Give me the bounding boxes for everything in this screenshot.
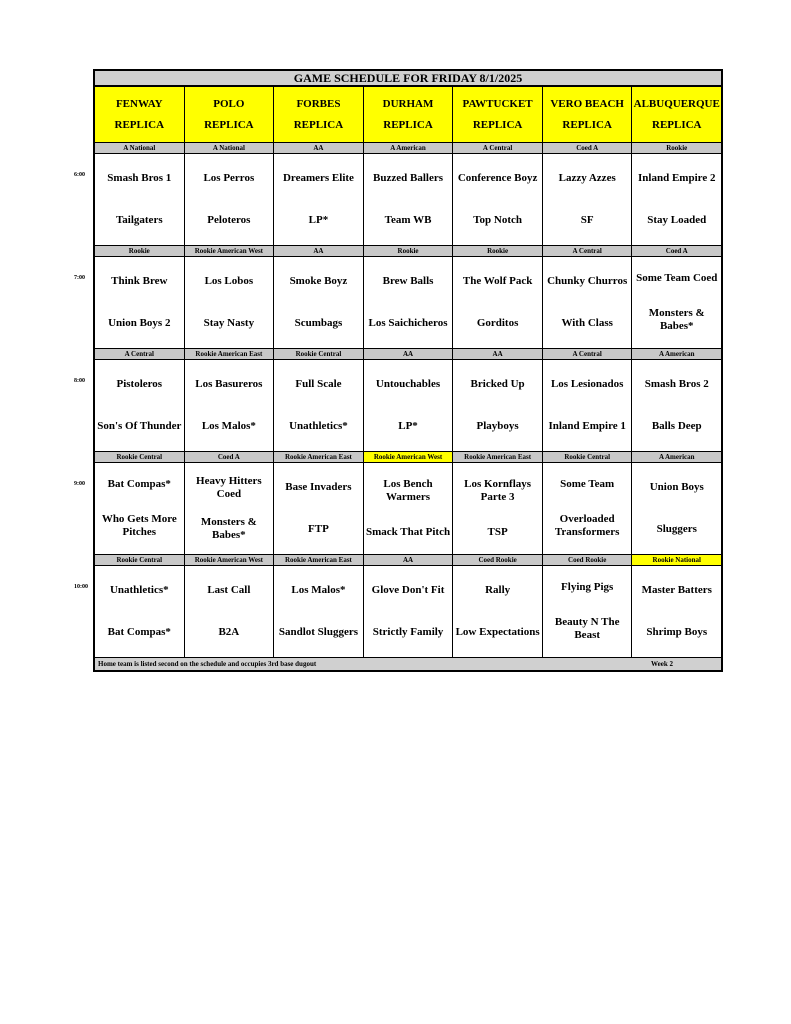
game-row (93, 360, 723, 452)
away-team: Base Invaders (285, 481, 352, 494)
away-team: Los Bench Warmers (383, 478, 433, 503)
game-cell (364, 360, 454, 452)
division-label: A American (364, 143, 454, 154)
home-team: Stay Nasty (203, 316, 255, 329)
division-row (93, 555, 723, 566)
division-row (93, 143, 723, 154)
away-team: Smash Bros 2 (644, 378, 709, 391)
home-team: Union Boys 2 (108, 316, 171, 329)
away-team: Los Lobos (204, 275, 254, 288)
away-team: Untouchables (375, 378, 441, 391)
home-team: Smack That Pitch (365, 526, 451, 538)
field-subtitle: REPLICA (472, 118, 523, 131)
away-team: Los Basureros (195, 378, 263, 391)
field-header (453, 87, 543, 143)
away-team: Think Brew (111, 275, 168, 288)
division-label: AA (364, 349, 454, 360)
game-row (93, 154, 723, 246)
division-label: A Central (543, 349, 633, 360)
division-row (93, 349, 723, 360)
field-name: ALBUQUERQUE (633, 98, 720, 111)
game-cell (632, 360, 723, 452)
division-label: Rookie American East (274, 555, 364, 566)
schedule-table (93, 69, 723, 672)
game-cell (364, 463, 454, 555)
division-label: AA (364, 555, 454, 566)
away-team: Inland Empire 2 (638, 172, 716, 185)
game-cell (185, 566, 275, 658)
home-team: Scumbags (294, 316, 343, 329)
home-team: LP* (398, 419, 418, 432)
away-team: Smash Bros 1 (107, 172, 172, 185)
time-label: 6:00 (74, 172, 85, 178)
home-team: Tailgaters (115, 213, 163, 226)
game-row (93, 463, 723, 555)
home-team: Top Notch (473, 213, 522, 226)
field-name: DURHAM (382, 98, 434, 111)
game-cell (453, 463, 543, 555)
time-slots (93, 143, 723, 658)
time-label: 9:00 (74, 481, 85, 487)
home-team: Stay Loaded (647, 213, 707, 226)
home-team: Beauty N The Beast (554, 616, 620, 641)
field-header (93, 87, 185, 143)
away-team: Bat Compas* (107, 478, 171, 490)
field-subtitle: REPLICA (114, 118, 165, 131)
away-team: Los Lesionados (550, 378, 624, 391)
field-name: POLO (213, 98, 245, 111)
division-label: Rookie American West (185, 555, 275, 566)
game-cell (453, 154, 543, 246)
game-cell (274, 360, 364, 452)
home-team: Inland Empire 1 (548, 419, 626, 432)
division-label: Coed A (543, 143, 633, 154)
division-label: Coed Rookie (453, 555, 543, 566)
home-team: Peloteros (207, 213, 251, 226)
game-cell (364, 257, 454, 349)
home-team: Shrimp Boys (646, 625, 708, 638)
away-team: Unathletics* (109, 584, 169, 597)
schedule-footer (93, 658, 723, 672)
home-team: Overloaded Transformers (554, 513, 620, 538)
division-label: A Central (453, 143, 543, 154)
game-cell (543, 154, 633, 246)
home-team: Balls Deep (651, 419, 702, 432)
division-label: Rookie (453, 246, 543, 257)
field-header (185, 87, 275, 143)
division-label: Rookie American East (274, 452, 364, 463)
division-row (93, 246, 723, 257)
home-team: Low Expectations (455, 625, 540, 638)
field-header (632, 87, 723, 143)
game-cell (274, 257, 364, 349)
time-label: 8:00 (74, 378, 85, 384)
field-name: FENWAY (115, 98, 163, 111)
division-label: AA (274, 143, 364, 154)
division-label: Rookie American East (185, 349, 275, 360)
game-cell (185, 257, 275, 349)
home-team: Sluggers (656, 522, 697, 535)
field-subtitle: REPLICA (383, 118, 433, 131)
division-label: AA (274, 246, 364, 257)
field-header-row (93, 87, 723, 143)
home-team: Los Malos* (201, 419, 256, 432)
field-header (364, 87, 454, 143)
home-team: With Class (561, 316, 613, 329)
away-team: Pistoleros (116, 378, 163, 391)
division-label: A National (185, 143, 275, 154)
away-team: Buzzed Ballers (373, 172, 443, 185)
division-label: Rookie Central (543, 452, 633, 463)
game-cell (543, 257, 633, 349)
home-team: Playboys (476, 419, 519, 432)
game-cell (364, 566, 454, 658)
away-team: Los Perros (203, 172, 255, 185)
home-team: Son's Of Thunder (97, 419, 182, 432)
away-team: Union Boys (649, 481, 704, 494)
away-team: Full Scale (295, 378, 342, 391)
home-team: Monsters & Babes* (648, 307, 705, 332)
home-team: Unathletics* (289, 419, 348, 432)
division-label: Rookie American East (453, 452, 543, 463)
division-label: Rookie National (632, 555, 723, 566)
game-cell (93, 566, 185, 658)
division-label: Rookie (93, 246, 185, 257)
game-cell (543, 360, 633, 452)
game-row (93, 257, 723, 349)
division-label: Rookie American West (185, 246, 275, 257)
home-team: Los Saichicheros (368, 316, 448, 329)
division-label: A Central (543, 246, 633, 257)
time-label: 7:00 (74, 275, 85, 281)
game-cell (632, 154, 723, 246)
away-team: Chunky Churros (547, 275, 628, 288)
away-team: Master Batters (641, 584, 712, 597)
division-label: A Central (93, 349, 185, 360)
home-team: FTP (308, 522, 329, 535)
division-label: A American (632, 349, 723, 360)
away-team: Los Malos* (291, 584, 346, 597)
away-team: Los Kornflays Parte 3 (464, 478, 532, 503)
away-team: Some Team (560, 478, 615, 490)
away-team: Conference Boyz (457, 172, 538, 185)
game-cell (543, 463, 633, 555)
week-label: Week 2 (651, 660, 673, 668)
game-cell (453, 566, 543, 658)
home-team: Who Gets More Pitches (101, 513, 177, 538)
division-label: A American (632, 452, 723, 463)
home-team: LP* (308, 213, 329, 226)
away-team: Glove Don't Fit (371, 584, 445, 597)
schedule-title: GAME SCHEDULE FOR FRIDAY 8/1/2025 (93, 69, 723, 87)
game-cell (453, 257, 543, 349)
home-team: B2A (218, 625, 240, 638)
game-cell (274, 463, 364, 555)
away-team: Last Call (207, 584, 251, 597)
time-label: 10:00 (74, 584, 88, 590)
division-label: Rookie (632, 143, 723, 154)
away-team: Smoke Boyz (289, 275, 348, 288)
away-team: Some Team Coed (636, 272, 718, 284)
game-cell (453, 360, 543, 452)
division-row (93, 452, 723, 463)
away-team: The Wolf Pack (462, 275, 533, 288)
division-label: Rookie (364, 246, 454, 257)
game-cell (632, 257, 723, 349)
home-team: Strictly Family (372, 625, 444, 638)
away-team: Lazzy Azzes (558, 172, 616, 185)
field-header (274, 87, 364, 143)
home-team: SF (580, 213, 594, 226)
game-cell (364, 154, 454, 246)
division-label: Coed A (632, 246, 723, 257)
away-team: Rally (485, 584, 511, 597)
game-cell (185, 360, 275, 452)
away-team: Bricked Up (470, 378, 525, 391)
home-team: Sandlot Sluggers (278, 625, 359, 638)
home-team: TSP (487, 526, 508, 538)
field-subtitle: REPLICA (562, 118, 612, 131)
away-team: Heavy Hitters Coed (196, 474, 262, 500)
footer-note: Home team is listed second on the schedule and occupies 3rd base dugout (98, 660, 317, 668)
field-name: PAWTUCKET (462, 98, 533, 111)
away-team: Brew Balls (382, 275, 434, 288)
field-subtitle: REPLICA (204, 118, 254, 131)
game-cell (185, 154, 275, 246)
away-team: Dreamers Elite (282, 172, 354, 185)
field-subtitle: REPLICA (293, 118, 344, 131)
home-team: Team WB (384, 213, 432, 226)
division-label: Rookie American West (364, 452, 454, 463)
game-cell (185, 463, 275, 555)
game-cell (632, 566, 723, 658)
division-label: Rookie Central (93, 452, 185, 463)
game-cell (543, 566, 633, 658)
game-cell (93, 257, 185, 349)
home-team: Monsters & Babes* (200, 516, 257, 542)
game-cell (274, 566, 364, 658)
away-team: Flying Pigs (561, 581, 614, 593)
game-cell (93, 360, 185, 452)
field-name: VERO BEACH (550, 98, 624, 111)
field-header (543, 87, 633, 143)
home-team: Bat Compas* (107, 625, 171, 638)
field-subtitle: REPLICA (652, 118, 702, 131)
division-label: A National (93, 143, 185, 154)
home-team: Gorditos (476, 316, 519, 329)
game-cell (93, 154, 185, 246)
field-name: FORBES (296, 98, 341, 111)
game-cell (632, 463, 723, 555)
division-label: Rookie Central (93, 555, 185, 566)
game-cell (274, 154, 364, 246)
game-cell (93, 463, 185, 555)
division-label: Coed A (185, 452, 275, 463)
game-row (93, 566, 723, 658)
division-label: AA (453, 349, 543, 360)
division-label: Rookie Central (274, 349, 364, 360)
division-label: Coed Rookie (543, 555, 633, 566)
